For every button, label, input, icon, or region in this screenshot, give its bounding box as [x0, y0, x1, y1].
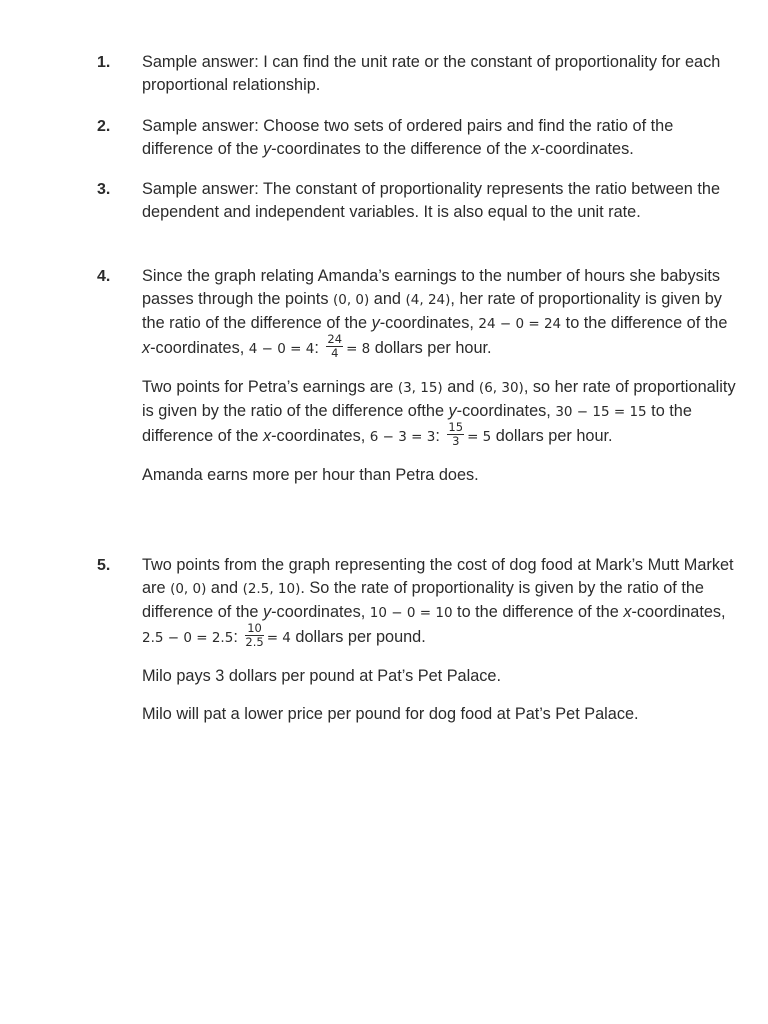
answer-paragraph-conclusion: Amanda earns more per hour than Petra does.: [142, 466, 479, 484]
text-run: Two points for Petra’s earnings are: [142, 378, 398, 396]
point: (0, 0): [332, 292, 370, 308]
answer-text: [142, 115, 738, 176]
answer-text: [142, 554, 738, 741]
answer-paragraph-pat: Milo pays 3 dollars per pound at Pat’s Pet Palace.: [142, 667, 501, 685]
text-run: . So the rate of proportionality is given by the ratio of the difference of the: [142, 579, 704, 621]
text-run: , her rate of proportionality is given by the ratio of the difference of the: [142, 290, 722, 332]
answer-paragraph: Sample answer: I can find the unit rate or the constant of proportionality for each proportional relationship.: [142, 53, 721, 94]
fraction-denominator: 3: [452, 434, 460, 448]
item-number: 1.: [97, 54, 111, 71]
answer-paragraph-conclusion: Milo will pat a lower price per pound for dog food at Pat’s Pet Palace.: [142, 705, 639, 723]
text-run: -coordinates,: [150, 338, 249, 357]
point: (4, 24): [405, 292, 451, 308]
answer-paragraph: [142, 115, 738, 161]
point: (2.5, 10): [242, 581, 301, 597]
text-run: to the difference of the: [142, 402, 692, 445]
variable-x: x: [263, 426, 272, 445]
variable-x: x: [623, 603, 632, 621]
text-run: -coordinates to the difference of the: [271, 140, 532, 158]
colon: :: [314, 338, 319, 357]
colon: :: [435, 426, 440, 445]
text-run: to the difference of the: [561, 314, 728, 332]
text-run: -coordinates,: [271, 603, 370, 621]
variable-x: x: [142, 338, 151, 357]
equation: 4 − 0 = 4: [248, 340, 315, 357]
text-run: -coordinates.: [539, 140, 634, 158]
variable-y: y: [448, 402, 457, 420]
text-run: , so her rate of proportionality is given by the ratio of the difference ofthe: [142, 378, 736, 420]
answer-paragraph-amanda: [142, 265, 738, 361]
variable-y: y: [263, 140, 272, 158]
variable-y: y: [263, 603, 272, 621]
text-run: Since the graph relating Amanda’s earnings to the number of hours she babysits passes through the points: [142, 267, 721, 308]
answer-paragraph: Sample answer: The constant of proportionality represents the ratio between the dependent and independent variables. It is also equal to the unit rate.: [142, 180, 721, 221]
equation: 10 − 0 = 10: [369, 605, 453, 621]
equation: 6 − 3 = 3: [369, 428, 436, 445]
fraction: [326, 334, 343, 359]
answer-text: [142, 265, 738, 502]
equation: = 5: [467, 428, 492, 445]
answer-text: [142, 51, 738, 112]
colon: :: [233, 627, 238, 646]
fraction-denominator: 2.5: [245, 635, 264, 649]
text-run: Two points from the graph representing the cost of dog food at Mark’s Mutt Market are: [142, 556, 734, 597]
fraction-numerator: 15: [448, 420, 464, 434]
text-run: -coordinates,: [631, 603, 726, 621]
variable-x: x: [531, 140, 540, 158]
text-run: dollars per pound.: [290, 627, 426, 646]
text-run: to the difference of the: [452, 603, 624, 621]
equation: = 8: [346, 340, 371, 357]
item-number: 4.: [97, 268, 111, 285]
point: (3, 15): [397, 380, 443, 396]
text-run: dollars per hour.: [491, 426, 613, 445]
item-number: 2.: [97, 118, 111, 135]
point: (6, 30): [478, 380, 524, 396]
equation: 24 − 0 = 24: [478, 316, 562, 332]
variable-y: y: [371, 314, 380, 332]
answer-text: [142, 178, 738, 239]
text-run: and: [442, 378, 479, 396]
equation: 30 − 15 = 15: [555, 404, 647, 420]
fraction: [447, 422, 464, 447]
fraction-numerator: 10: [247, 621, 262, 635]
item-number: 5.: [97, 557, 111, 574]
text-run: dollars per hour.: [370, 338, 492, 357]
equation: 2.5 − 0 = 2.5: [142, 629, 234, 646]
point: (0, 0): [170, 581, 207, 597]
text-run: and: [369, 290, 406, 308]
fraction: [245, 623, 263, 648]
text-run: -coordinates,: [271, 426, 370, 445]
text-run: Sample answer: Choose two sets of ordered pairs and find the ratio of the difference of the: [142, 117, 674, 158]
equation: = 4: [266, 629, 291, 646]
fraction-denominator: 4: [331, 346, 339, 360]
text-run: -coordinates,: [456, 402, 556, 420]
item-number: 3.: [97, 181, 111, 198]
answer-paragraph-petra: [142, 376, 738, 449]
text-run: -coordinates,: [379, 314, 479, 332]
text-run: and: [206, 579, 243, 597]
answer-paragraph-mark: [142, 554, 738, 650]
fraction-numerator: 24: [327, 332, 343, 346]
